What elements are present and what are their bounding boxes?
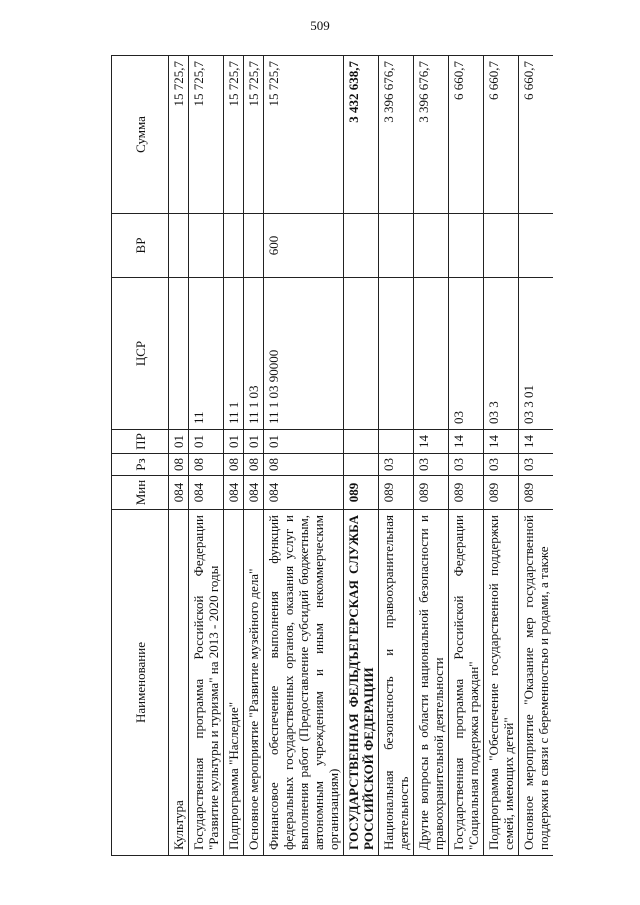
cell-pr: 14 (414, 430, 449, 454)
table-row (414, 56, 449, 856)
cell-pr: 01 (244, 430, 264, 454)
cell-pr: 14 (484, 430, 519, 454)
cell-min: 089 (344, 476, 379, 510)
cell-csr (344, 278, 379, 430)
cell-csr: 11 1 (224, 278, 244, 430)
cell-pr: 01 (224, 430, 244, 454)
table-row (379, 56, 414, 856)
cell-rz: 03 (519, 454, 554, 476)
cell-pr: 01 (169, 430, 189, 454)
cell-rz: 08 (169, 454, 189, 476)
cell-sum: 6 660,7 (519, 56, 554, 214)
page-number: 509 (310, 18, 330, 33)
cell-sum: 6 660,7 (484, 56, 519, 214)
cell-vr (189, 214, 224, 278)
cell-name: Основное мероприятие "Развитие музейного дела" (244, 510, 264, 856)
header-min: Мин (112, 476, 169, 510)
cell-min: 084 (169, 476, 189, 510)
cell-vr (244, 214, 264, 278)
cell-pr (344, 430, 379, 454)
table-row (169, 56, 189, 856)
cell-csr (414, 278, 449, 430)
cell-csr (379, 278, 414, 430)
cell-pr: 14 (449, 430, 484, 454)
header-sum: Сумма (112, 56, 169, 214)
cell-sum: 3 432 638,7 (344, 56, 379, 214)
cell-csr: 03 3 (484, 278, 519, 430)
cell-pr (379, 430, 414, 454)
cell-min: 089 (519, 476, 554, 510)
cell-rz: 03 (484, 454, 519, 476)
cell-name: Основное мероприятие "Оказание мер государственной поддержки в связи с беременностью и родами, а также (519, 510, 554, 856)
cell-vr (484, 214, 519, 278)
table-body (169, 56, 554, 856)
cell-rz: 03 (379, 454, 414, 476)
cell-min: 084 (189, 476, 224, 510)
cell-sum: 15 725,7 (169, 56, 189, 214)
cell-rz: 08 (224, 454, 244, 476)
cell-vr (379, 214, 414, 278)
cell-name: ГОСУДАРСТВЕННАЯ ФЕЛЬДЪЕГЕРСКАЯ СЛУЖБА РОССИЙСКОЙ ФЕДЕРАЦИИ (344, 510, 379, 856)
table-row (519, 56, 554, 856)
table-row (224, 56, 244, 856)
cell-min: 084 (224, 476, 244, 510)
cell-sum: 3 396 676,7 (414, 56, 449, 214)
cell-rz: 08 (244, 454, 264, 476)
cell-min: 089 (484, 476, 519, 510)
table-row (264, 56, 344, 856)
header-rz: Рз (112, 454, 169, 476)
cell-name: Государственная программа Российской Федерации "Развитие культуры и туризма" на 2013 - 2020 годы (189, 510, 224, 856)
header-name: Наименование (112, 510, 169, 856)
cell-sum: 15 725,7 (189, 56, 224, 214)
budget-table-rotated (111, 56, 640, 856)
cell-sum: 15 725,7 (224, 56, 244, 214)
cell-rz: 03 (414, 454, 449, 476)
cell-name: Подпрограмма "Обеспечение государственной поддержки семей, имеющих детей" (484, 510, 519, 856)
cell-vr (449, 214, 484, 278)
table-row (344, 56, 379, 856)
cell-pr: 01 (264, 430, 344, 454)
table-row (244, 56, 264, 856)
table-row (189, 56, 224, 856)
cell-sum: 15 725,7 (264, 56, 344, 214)
cell-sum: 6 660,7 (449, 56, 484, 214)
cell-csr: 11 1 03 (244, 278, 264, 430)
cell-rz (344, 454, 379, 476)
cell-name: Финансовое обеспечение выполнения функций федеральных государственных органов, оказания услуг и выполнения работ (Предоставление субсидий бюджетным, автономным учреждениям и иным некоммерческим организациям) (264, 510, 344, 856)
cell-min: 089 (379, 476, 414, 510)
cell-rz: 08 (264, 454, 344, 476)
cell-vr (519, 214, 554, 278)
cell-vr (414, 214, 449, 278)
cell-sum: 3 396 676,7 (379, 56, 414, 214)
budget-table (111, 55, 553, 856)
cell-vr (344, 214, 379, 278)
header-pr: ПР (112, 430, 169, 454)
cell-min: 089 (449, 476, 484, 510)
cell-vr: 600 (264, 214, 344, 278)
cell-name: Другие вопросы в области национальной безопасности и правоохранительной деятельности (414, 510, 449, 856)
cell-min: 084 (244, 476, 264, 510)
cell-name: Подпрограмма "Наследие" (224, 510, 244, 856)
cell-name: Культура (169, 510, 189, 856)
table-row (449, 56, 484, 856)
cell-min: 089 (414, 476, 449, 510)
cell-name: Национальная безопасность и правоохранительная деятельность (379, 510, 414, 856)
cell-csr: 11 1 03 90000 (264, 278, 344, 430)
cell-rz: 03 (449, 454, 484, 476)
cell-name: Государственная программа Российской Федерации "Социальная поддержка граждан" (449, 510, 484, 856)
cell-min: 084 (264, 476, 344, 510)
header-vr: ВР (112, 214, 169, 278)
cell-pr: 14 (519, 430, 554, 454)
cell-csr: 03 3 01 (519, 278, 554, 430)
cell-vr (169, 214, 189, 278)
cell-sum: 15 725,7 (244, 56, 264, 214)
cell-csr: 03 (449, 278, 484, 430)
cell-pr: 01 (189, 430, 224, 454)
cell-vr (224, 214, 244, 278)
table-row (484, 56, 519, 856)
cell-csr (169, 278, 189, 430)
cell-rz: 08 (189, 454, 224, 476)
header-csr: ЦСР (112, 278, 169, 430)
table-header-row (112, 56, 169, 856)
cell-csr: 11 (189, 278, 224, 430)
